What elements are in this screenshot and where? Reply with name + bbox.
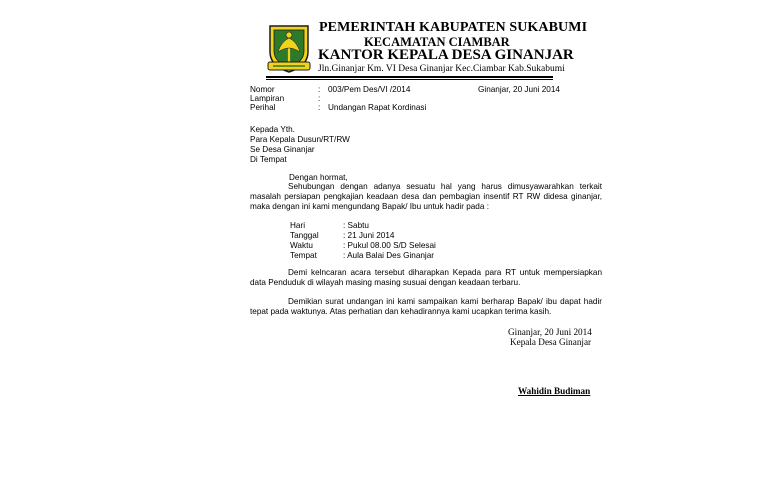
body-paragraph-3: Demikian surat undangan ini kami sampaikan kami berharap Bapak/ ibu dapat hadir tepat pada waktunya. Atas perhatian dan kehadirannya kami ucapkan terima kasih. — [250, 297, 602, 316]
tempat-value: : Aula Balai Des Ginanjar — [343, 251, 435, 260]
letterhead-rule-thin — [266, 79, 553, 80]
tanggal-label: Tanggal — [290, 231, 319, 240]
regency-emblem-icon — [266, 22, 312, 76]
letterhead-line-1: PEMERINTAH KABUPATEN SUKABUMI — [319, 20, 588, 35]
waktu-label: Waktu — [290, 241, 313, 250]
lampiran-label: Lampiran — [250, 94, 285, 103]
recipient-line: Se Desa Ginanjar — [250, 145, 315, 154]
perihal-colon: : — [318, 103, 321, 112]
signature-title: Kepala Desa Ginanjar — [510, 337, 592, 347]
signature-name: Wahidin Budiman — [518, 386, 591, 396]
hari-value: : Sabtu — [343, 221, 369, 230]
greeting: Dengan hormat, — [289, 173, 348, 182]
letter-date: Ginanjar, 20 Juni 2014 — [478, 85, 560, 94]
letterhead-rule-thick — [266, 76, 553, 78]
tempat-label: Tempat — [290, 251, 317, 260]
recipient-line: Di Tempat — [250, 155, 287, 164]
perihal-value: Undangan Rapat Kordinasi — [328, 103, 427, 112]
letterhead-line-2: KECAMATAN CIAMBAR — [364, 35, 510, 49]
nomor-value: 003/Pem Des/VI /2014 — [328, 85, 411, 94]
body-paragraph-2: Demi kelncaran acara tersebut diharapkan Kepada para RT untuk mempersiapkan data Penduduk di wilayah masing masing susuai dengan keadaan terbaru. — [250, 268, 602, 287]
hari-label: Hari — [290, 221, 306, 230]
nomor-label: Nomor — [250, 85, 275, 94]
recipient-line: Kepada Yth. — [250, 125, 295, 134]
tanggal-value: : 21 Juni 2014 — [343, 231, 395, 240]
nomor-colon: : — [318, 85, 321, 94]
recipient-line: Para Kepala Dusun/RT/RW — [250, 135, 350, 144]
lampiran-colon: : — [318, 94, 321, 103]
body-paragraph-1: Sehubungan dengan adanya sesuatu hal yang harus dimusyawarahkan terkait masalah persiapan pengkajian keadaan desa dan pembagian insentif RT RW didesa ginanjar, maka dengan ini kami mengundang Bapak/ Ibu untuk hadir pada : — [250, 182, 602, 211]
waktu-value: : Pukul 08.00 S/D Selesai — [343, 241, 436, 250]
letterhead-address: Jln.Ginanjar Km. VI Desa Ginanjar Kec.Ciambar Kab.Sukabumi — [318, 64, 565, 74]
letterhead-line-3: KANTOR KEPALA DESA GINANJAR — [318, 47, 574, 63]
signature-place-date: Ginanjar, 20 Juni 2014 — [508, 327, 592, 337]
perihal-label: Perihal — [250, 103, 276, 112]
